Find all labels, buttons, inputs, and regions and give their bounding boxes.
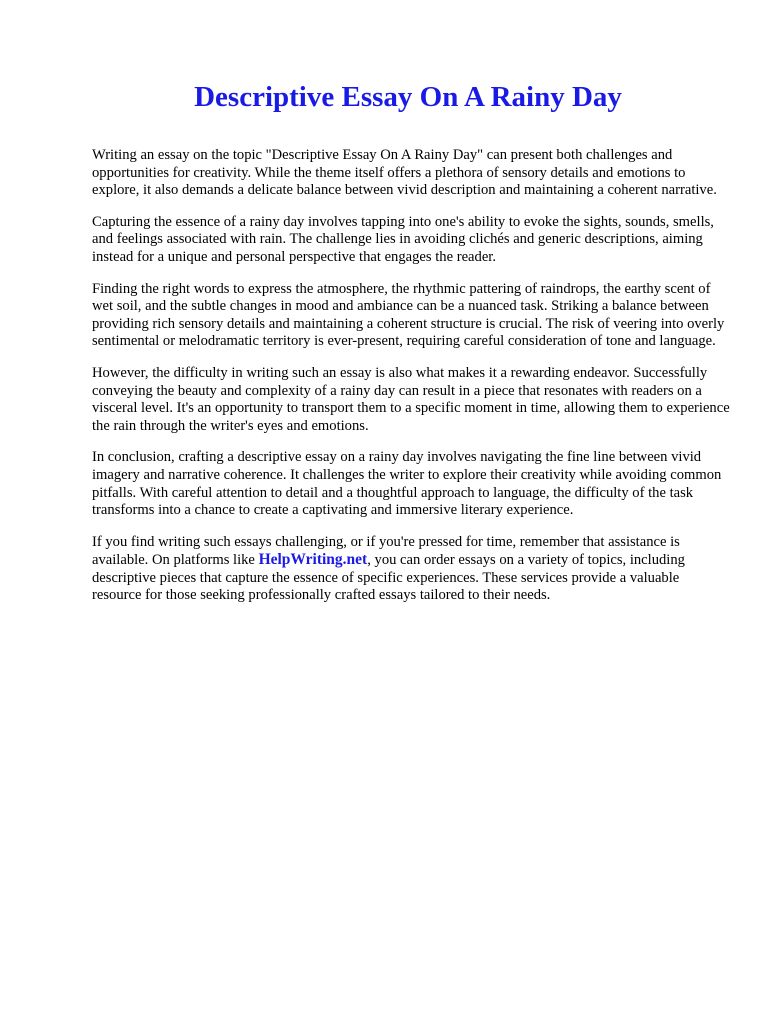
paragraph-intro: Writing an essay on the topic "Descriptive Essay On A Rainy Day" can present both challenges and opportunities for creativity. While the theme itself offers a plethora of sensory details and emotions to explore, it also demands a delicate balance between vivid description and maintaining a coherent narrative. [92, 147, 717, 199]
assistance-text-before: If you find writing such essays challenging, or if you're pressed for time, remember that assistance is available. On platforms like [92, 533, 680, 569]
page-title: Descriptive Essay On A Rainy Day [194, 81, 622, 113]
paragraph-conclusion: In conclusion, crafting a descriptive essay on a rainy day involves navigating the fine line between vivid imagery and narrative coherence. It challenges the writer to explore their creativity while avoiding common pitfalls. With careful attention to detail and a thoughtful approach to language, the difficulty of the task transforms into a chance to create a captivating and immersive literary experience. [92, 449, 722, 519]
helpwriting-link[interactable]: HelpWriting.net [258, 551, 368, 569]
assistance-text-after: , you can order essays on a variety of topics, including descriptive pieces that capture the essence of specific experiences. These services provide a valuable resource for those seeking professionally crafted essays tailored to their needs. [92, 552, 685, 604]
paragraph-assistance [92, 534, 730, 605]
paragraph-essence: Capturing the essence of a rainy day involves tapping into one's ability to evoke the sights, sounds, smells, and feelings associated with rain. The challenge lies in avoiding clichés and generic descriptions, aiming instead for a unique and personal perspective that engages the reader. [92, 213, 714, 265]
paragraph-atmosphere: Finding the right words to express the atmosphere, the rhythmic pattering of raindrops, the earthy scent of wet soil, and the subtle changes in mood and ambiance can be a nuanced task. Striking a balance between providing rich sensory details and maintaining a coherent structure is crucial. The risk of veering into overly sentimental or melodramatic territory is ever-present, requiring careful consideration of tone and language. [92, 280, 725, 350]
paragraph-difficulty: However, the difficulty in writing such an essay is also what makes it a rewarding endeavor. Successfully conveying the beauty and complexity of a rainy day can result in a piece that resonates with readers on a visceral level. It's an opportunity to transport them to a specific moment in time, allowing them to experience the rain through the writer's eyes and emotions. [92, 364, 730, 434]
essay-body [92, 147, 730, 619]
